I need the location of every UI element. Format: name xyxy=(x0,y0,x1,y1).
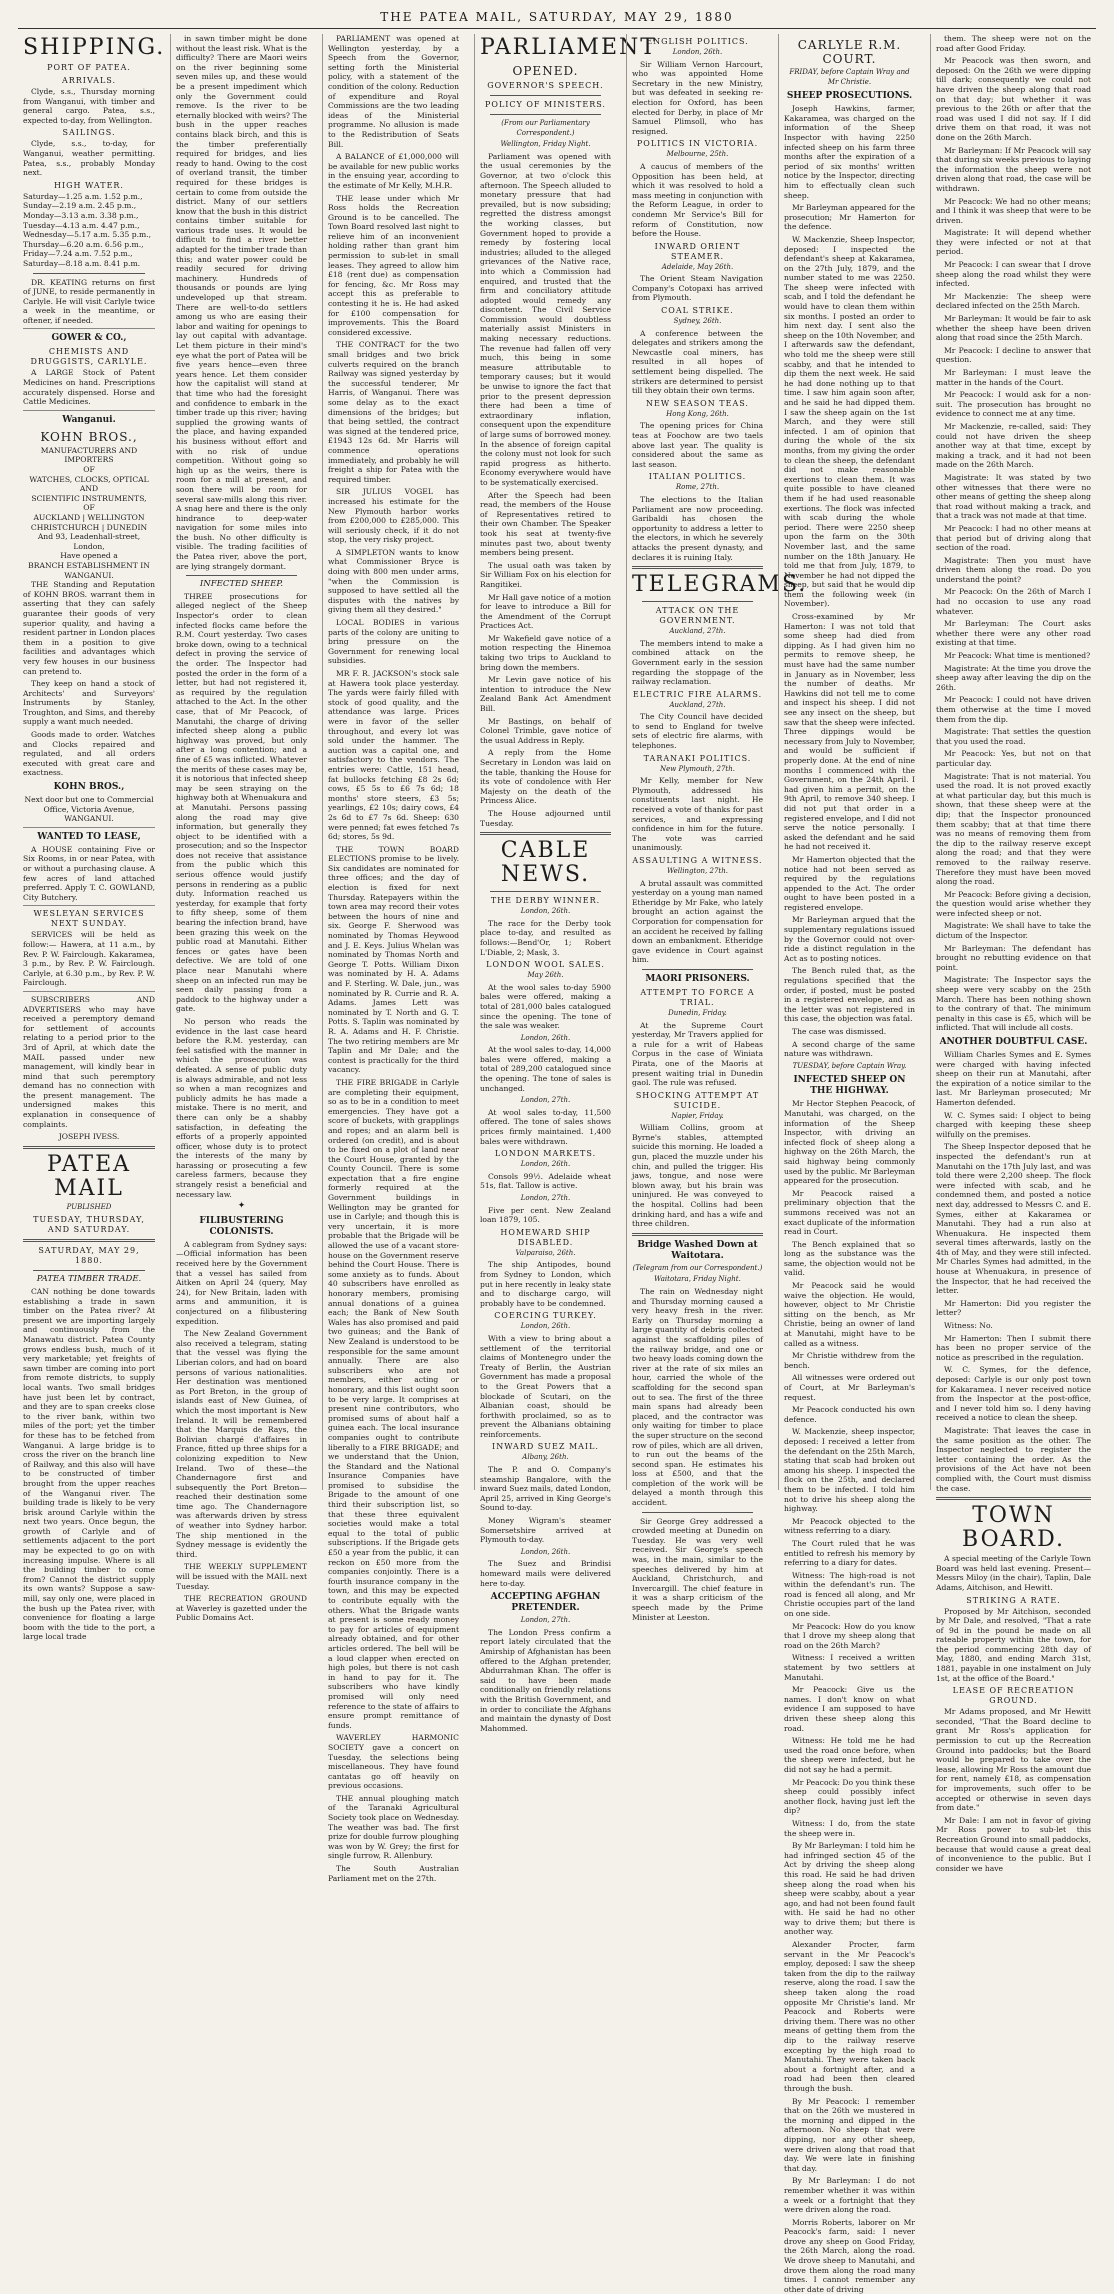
wool-date-3: London, 27th. xyxy=(520,1096,571,1105)
speech-text: A reply from the Home Secretary in London was laid on the table, thanking the House for its vote of condolence with Her Majesty on the death of the Princess Alice. xyxy=(480,748,611,806)
sheep-text: W. Mackenzie, Sheep Inspector, deposed: I inspected the defendant's sheep at Kakaramea, on the 27th July, 1879, and the number stated to me was 2250. The sheep were infected with scab, and I told the defendant he would have to clean them within six months. I posted an order to him next day. I sent also the sheep on the 10th November, and I afterwards saw the defendant, who told me the sheep were still scabby, and that he intended to dip them the next week. He said he had done nothing up to that time. I saw him again soon after, and he said he had dipped them. I saw the sheep again on the 1st March, and they were still infected. I am of opinion that during the whole of the six months, from my giving the order to clean the sheep, the defendant did not make reasonable exertions to clean them. It was quite possible to have cleaned them if he had used reasonable exertions. The flock was infected with scab during the whole period. There were 2250 sheep upon the farm on the 30th November last, and the same number on the 18th January. He told me that from July, 1879, to November he had not dipped the sheep, but said that he would dip them the following week (in November). xyxy=(784,234,915,609)
divider xyxy=(490,891,601,892)
high-water-list xyxy=(23,192,155,269)
keating-ad: DR. KEATING returns on first of JUNE, to reside permanently in Carlyle. He will visit Carlyle twice a week in the meantime, or oftener, if needed. xyxy=(23,278,155,330)
speech-text: Mr Levin gave notice of his intention to introduce the New Zealand Bank Act Amendment Bill. xyxy=(480,675,611,714)
high-water-line: Thursday—6.20 a.m. 6.56 p.m., xyxy=(23,239,144,249)
wesleyan-title: WESLEYAN SERVICES NEXT SUNDAY. xyxy=(33,909,145,929)
highway-text: Mr Peacock raised a preliminary objection that the summons received was not an exact duplicate of the information read in Court. xyxy=(784,1188,915,1237)
speech-text: Mr Bastings, on behalf of Colonel Trimble, gave notice of the usual Address in Reply. xyxy=(480,716,611,745)
sheep-text: Mr Hamerton objected that the notice had not been served as required by the regulations appended to the Act. The order ought to have been posted in a registered envelope. xyxy=(784,854,915,912)
maori-title: MAORI PRISONERS. xyxy=(645,973,750,984)
high-water-line: Saturday—8.18 a.m. 8.41 p.m. xyxy=(23,258,141,268)
wanted-title: WANTED TO LEASE, xyxy=(37,831,141,842)
kohn-line: WATCHES, CLOCKS, OPTICAL xyxy=(29,474,149,484)
italian-date: Rome, 27th. xyxy=(675,483,720,492)
speech-text: Mr Hall gave notice of a motion for leave to introduce a Bill for the Amendment of the Corrupt Practices Act. xyxy=(480,592,611,631)
timber-text-cont: in sawn timber might be done without the least risk. What is the difficulty? There are Maori weirs on the river beginning some seven miles up, and these would be a present impediment which only the Government could remove. Is the river to be eternally blocked with weirs? The bush in the upper reaches contains black birch, and this is the timber preferentially required for bridges, and lies ready to hand. Owing to the cost of overland transit, the timber required for these bridges is certain to come from outside the district. Many of our settlers know that the bush in this district contains timber suitable for various trade uses. It would be difficult to find a river better adapted for the timber trade than this; and water power could be readily secured for driving machinery. Hundreds of thousands or pounds are lying undeveloped up that stream. There are well-to-do settlers among us who are easing their labor and waiting for openings to lay out capital with advantage. Let them picture in their mind's eye what the port of Patea will be five years hence—even three years hence. Let them consider how the capitalist will stand at that time who had the foresight and confidence to embark in the timber trade up this river; having supplied the growing wants of the place, and having expanded his business without effort and with no risk of undue competition. Without going so high up as the weirs, there is room for a mill at present, and soon there will be room for several saw-mills along this river. A snag here and there is the only hindrance to deep-water navigation for some miles into the bush. No other difficulty is visible. The trading facilities of the Patea river, above the port, are lying strangely dormant. xyxy=(176,34,307,571)
timber-text: CAN nothing be done towards establishing a trade in sawn timber on the Patea river? At present we are importing largely and continuously from the Manawatu district. Patea County grows endless bush, much of it very marketable; yet freights of sawn timber are coming into port from remote districts, to supply local wants. Two small bridges have just been let by contract, and they are to span creeks close to the river bank, within two miles of the port; yet the timber for these has to be fetched from Wanganui. A large bridge is to cross the river on the branch line of Railway, and this also will have to be constructed of timber brought from the upper reaches of the Wanganui river. The building trade is likely to be very brisk around Carlyle within the next two years. Once begun, the growth of Carlyle and of settlements adjacent to the port may be expected to go on with increasing impulse. Where is all the building timber to come from? Cannot the district supply its own wants? Suppose a saw-mill, say only one, were placed in the bush up the Patea river, with convenience for floating a large boom with the tide to the port, a large local trade xyxy=(23,1287,155,1642)
italian-title: ITALIAN POLITICS. xyxy=(648,472,747,482)
highway-text: The Court ruled that he was entitled to refresh his memory by referring to a diary for dates. xyxy=(784,1538,915,1568)
court-text: Magistrate: At the time you drove the sheep away after leaving the dip on the 26th. xyxy=(936,663,1091,692)
suicide-text: William Collins, groom at Byrne's stables, attempted suicide this morning. He loaded a gun, placed the muzzle under his chin, and pulled the trigger. His jaws, tongue, and nose were blown away, but his brain was uninjured. He was conveyed to the hospital. Collins had been drinking hard, and has a wife and three children. xyxy=(632,1123,763,1229)
derby-date: London, 26th. xyxy=(520,907,571,916)
suez-title: INWARD SUEZ MAIL. xyxy=(492,1442,599,1452)
gower-text: A LARGE Stock of Patent Medicines on hand. Prescriptions accurately dispensed. Horse and Cattle Medicines. xyxy=(23,368,155,410)
arrivals-title: ARRIVALS. xyxy=(61,76,117,85)
another-text: Magistrate: That leaves the case in the same position as the other. The Inspector neglected to register the letter containing the order. As the provisions of the Act have not been complied with, the Court must dismiss the case. xyxy=(936,1425,1091,1493)
court-text: Mr Peacock: Yes, but not on that particular day. xyxy=(936,749,1091,768)
double-rule xyxy=(23,1146,155,1149)
star-icon: ✦ xyxy=(237,1201,246,1212)
markets-text-2: Five per cent. New Zealand loan 1879, 105. xyxy=(480,1205,611,1225)
infected-text-2: No person who reads the evidence in the last case heard before the R.M. yesterday, can feel satisfied with the manner in which the prosecution was defeated. A sense of public duty is always admirable, and not less so when a man recognizes and publicly admits he has made a mistake. There is no merit, and there can only be a shabby satisfaction, in defeating the efforts of a properly appointed officer, whose duty is to protect the interests of the many by harassing or prosecuting a few careless farmers, because they strangely resist a beneficial and necessary law. xyxy=(176,1016,307,1199)
attack-text: The members intend to make a combined attack on the Government early in the session regarding the stoppage of the railway reclamation. xyxy=(632,638,763,687)
court-text: Mr Barleyman: The defendant has brought no rebutting evidence on that point. xyxy=(936,943,1091,972)
highway-text: Morris Roberts, laborer on Mr Peacock's farm, said: I never drove any sheep on Good Friday, the 26th March, along the road. We drove sheep to Manutahi, and drove them along the road many times. I cannot remember any other date of driving xyxy=(784,2217,915,2294)
wool-title: LONDON WOOL SALES. xyxy=(486,960,605,970)
highway-text: W. Mackenzie, sheep inspector, deposed: I received a letter from the defendant on the 25th March, stating that scab had broken out among his sheep. I inspected the flock on the 25th, and declared them to be infected. I told him not to drive his sheep along the highway. xyxy=(784,1427,915,1514)
fire-text: The City Council have decided to send to England for twelve sets of electric fire alarms, with telephones. xyxy=(632,712,763,751)
court-text: Mr Mackenzie, re-called, said: They could not have driven the sheep another way at that time, except by making a track, and it had not been made on the 26th March. xyxy=(936,421,1091,470)
attack-title: ATTACK ON THE GOVERNMENT. xyxy=(655,606,740,626)
suicide-title: SHOCKING ATTEMPT AT SUICIDE. xyxy=(635,1090,760,1110)
divider xyxy=(33,273,145,274)
highway-text: Mr Peacock conducted his own defence. xyxy=(784,1405,915,1424)
highway-text: Witness: The high-road is not within the defendant's run. The road is fenced all along, and Mr Christie occupies part of the land on one side. xyxy=(784,1570,915,1619)
gower-subtitle: CHEMISTS AND DRUGGISTS, CARLYLE. xyxy=(30,347,148,367)
kohn-text-2: They keep on hand a stock of Architects' and Surveyors' Instruments by Stanley, Troughton, and Sims, and thereby supply a want much needed. xyxy=(23,679,155,727)
another-text: W. C. Symes, for the defence, deposed: Carlyle is our only post town for Kakaramea. I never received notice from the Inspector at the post-office, and I never told him so. I deny having received a notice to clean the sheep. xyxy=(936,1365,1091,1423)
high-water-line: Saturday—1.25 a.m. 1.52 p.m., xyxy=(23,191,143,201)
kohn-2-title: KOHN BROS., xyxy=(53,782,125,793)
speech-text: Mr Wakefield gave notice of a motion respecting the Hinemoa taking two trips to Auckland to bring down the members. xyxy=(480,633,611,672)
highway-text: Witness: He told me he had used the road once before, when the sheep were infected, but he did not say he had a permit. xyxy=(784,1736,915,1774)
court-text: Magistrate: That settles the question that you used the road. xyxy=(936,727,1091,746)
kohn-line: BRANCH ESTABLISHMENT IN xyxy=(28,560,150,570)
subscribers-text: SUBSCRIBERS AND ADVERTISERS who may have received a peremptory demand for settlement of accounts relating to a period prior to the 3rd of April, at which date the MAIL passed under new management, will kindly bear in mind that such peremptory demand has no connection with the present management. The undersigned makes this explanation in consequence of complaints. xyxy=(23,994,155,1129)
sheep-title: SHEEP PROSECUTIONS. xyxy=(786,91,913,102)
court-text: Mr Peacock: I decline to answer that question. xyxy=(936,345,1091,365)
speech-text: After the Speech had been read, the members of the House of Representatives retired to their own Chamber. The Speaker took his seat at twenty-five minutes past two, about twenty members being present. xyxy=(480,490,611,558)
bridge-title: Bridge Washed Down at Waitotara. xyxy=(637,1239,758,1261)
published-label: PUBLISHED xyxy=(66,1202,112,1211)
news-paragraph: LOCAL BODIES in various parts of the colony are uniting to bring pressure on the Government for renewing local subsidies. xyxy=(328,618,459,666)
date-line: SATURDAY, MAY 29, 1880. xyxy=(38,1246,140,1266)
victoria-text: A caucus of members of the Opposition has been held, at which it was resolved to hold a mass meeting in conjunction with the Reform League, in order to condemn Mr Service's Bill for reform of Constitution, now before the House. xyxy=(632,161,763,239)
divider xyxy=(490,95,601,96)
news-paragraph: A BALANCE of £1,000,000 will be available for new public works in the ensuing year, according to the estimate of Mr Kelly, M.H.R. xyxy=(328,152,459,190)
town-text-4: Mr Dale: I am not in favor of giving Mr Ross power to sub-let this Recreation Ground into small paddocks, because that would cause a great deal of inconvenience to the public. But I consider we have xyxy=(936,1815,1091,1873)
kohn-line: WANGANUI. xyxy=(64,570,114,580)
subscribers-sign: JOSEPH IVESS. xyxy=(58,1132,120,1142)
court-title: CARLYLE R.M. COURT. xyxy=(797,38,902,66)
kohn-text-3: Goods made to order. Watches and Clocks repaired and regulated, and all orders executed with great care and exactness. xyxy=(23,730,155,778)
town-text: A special meeting of the Carlyle Town Board was held last evening. Present—Messrs Miloy (in the chair), Taplin, Dale Adams, Aitchison, and Hewitt. xyxy=(936,1554,1091,1592)
another-text: Mr Hamerton: Did you register the letter? xyxy=(936,1298,1091,1318)
english-date: London, 26th. xyxy=(672,48,723,56)
sheep-text: A second charge of the same nature was withdrawn. xyxy=(784,1039,915,1059)
patea-mail-title: PATEA MAIL xyxy=(46,1151,132,1201)
another-text: William Charles Symes and E. Symes were charged with having infected sheep on their run at Manutahi, after the expiration of a notice similar to the last. Mr Barleyman prosecuted; Mr Hamerton defended. xyxy=(936,1050,1091,1107)
markets-title: LONDON MARKETS. xyxy=(494,1149,597,1159)
highway-text: Mr Peacock said he would waive the objection. He would, however, object to Mr Christie sitting on the bench, as Mr Christie, being an owner of land at Manutahi, might have to be called as a witness. xyxy=(784,1281,915,1348)
homeward-text: The ship Antipodes, bound from Sydney to London, which put in here recently in leaky state and to discharge cargo, will probably have to be condemned. xyxy=(480,1260,611,1308)
timber-title: PATEA TIMBER TRADE. xyxy=(36,1274,142,1285)
shipping-title: SHIPPING. xyxy=(23,35,166,60)
highway-text: Alexander Procter, farm servant in the Mr Peacock's employ, deposed: I saw the sheep taken from the dip to the railway reserve, along the road. I saw the sheep taken along the road opposite Mr Christie's land. Mr Peacock and Roberts were driving them. There was no other means of getting them from the dip to the railway reserve excepting by the high road to Manutahi. They were taken back about a fortnight after, and a road had been then cleared through the bush. xyxy=(784,1940,915,2093)
court-text: Magistrate: It was stated by two other witnesses that there were no other means of getting the sheep along that road without making a track, and that a track was not made at that time. xyxy=(936,472,1091,521)
double-rule xyxy=(632,566,763,569)
wool-date-2: London, 26th. xyxy=(520,1033,571,1042)
double-rule xyxy=(936,1497,1091,1500)
recreation-text: THE RECREATION GROUND at Waverley is gazetted under the Public Domains Act. xyxy=(176,1594,307,1623)
kohn-lines xyxy=(23,446,155,580)
markets-text: Consols 99½. Adelaide wheat 51s, flat. Tallow is active. xyxy=(480,1171,611,1191)
homeward-date: Valparaiso, 26th. xyxy=(515,1248,576,1257)
column-6 xyxy=(778,34,920,2294)
highway-text: Mr Peacock objected to the witness referring to a diary. xyxy=(784,1516,915,1536)
maori-text: At the Supreme Court yesterday, Mr Travers applied for a rule for a writ of Habeas Corpus in the case of Winiata Pirata, one of the Maoris at present waiting trial in Dunedin gaol. The rule was refused. xyxy=(632,1020,763,1088)
wool-text-3: At wool sales to-day, 11,500 offered. The tone of sales shows prices firmly maintained. 1,400 bales were withdrawn. xyxy=(480,1107,611,1146)
court-text: Mr Barleyman: I must leave the matter in the hands of the Court. xyxy=(936,368,1091,387)
lease-title: LEASE OF RECREATION GROUND. xyxy=(952,1686,1075,1706)
high-water-line: Sunday—2.19 a.m. 2.45 p.m., xyxy=(23,201,137,211)
coal-text: A conference between the delegates and strikers among the Newcastle coal miners, has resulted in all hopes of settlement being dispelled. The strikers are determined to persist till they obtain their own terms. xyxy=(632,328,763,396)
teas-date: Hong Kong, 26th. xyxy=(666,409,729,418)
court-text: Mr Peacock: On the 26th of March I had no occasion to use any road whatever. xyxy=(936,587,1091,616)
assault-title: ASSAULTING A WITNESS. xyxy=(632,856,763,865)
divider xyxy=(33,1270,145,1271)
court-text: Mr Peacock was then sworn, and deposed: On the 26th we were dipping till dark; consequently we could not have driven the sheep along that road on that day; but whether it was previous to the 26th or after that the road was used I did not say. If I did drive them on that road, it was not done on the 26th March. xyxy=(936,56,1091,142)
another-title: ANOTHER DOUBTFUL CASE. xyxy=(939,1037,1088,1047)
divider xyxy=(490,114,601,115)
high-water-line: Monday—3.13 a.m. 3.38 p.m., xyxy=(23,210,139,220)
town-title: TOWN BOARD. xyxy=(962,1503,1065,1553)
maori-date: Dunedin, Friday. xyxy=(668,1008,727,1017)
wool-date: May 26th. xyxy=(527,971,564,980)
another-text: Witness: No. xyxy=(944,1321,993,1331)
sheep-text: Cross-examined by Mr Hamerton: I was not told that some sheep had died from dipping. As I had given him no permits to remove sheep, he must have had the same number in January as in November, less the number of deaths. Mr Hawkins did not tell me to come and inspect his sheep. I did not see any insect on the sheep, but saw that the sheep were infected. Three dippings would be necessary from July to November, and would be sufficient if properly done. At the end of nine months I commenced with the Government, on the 24th April. I had given him a permit, on the 9th April, to remove 340 sheep. I did not put that order in a registered envelope, and I did not serve the notice personally. I asked the defendant and he said he had not received it. xyxy=(784,612,915,852)
victoria-date: Melbourne, 25th. xyxy=(666,150,729,159)
high-water-line: Tuesday—4.13 a.m. 4.47 p.m., xyxy=(23,220,140,230)
kohn-line: Have opened a xyxy=(60,551,118,561)
divider xyxy=(642,601,753,602)
kohn-line: AND xyxy=(79,484,99,494)
bridge-text: The rain on Wednesday night and Thursday morning caused a very heavy fresh in the river. Early on Thursday morning a large quantity of debris collected against the scaffolding piles of the railway bridge, and one or two heavy loads coming down the river at the rate of six miles an hour, carried the whole of the scaffolding for the second span out to sea. The first of the three main spans had already been placed, and the contractor was only waiting for timber to place the super structure on the second row of piles, which are all driven, to run out the beams of the second span. He estimates his loss at £500, and that the completion of the work will be delayed a month through this accident. xyxy=(632,1287,763,1508)
news-paragraph: The South Australian Parliament met on the 27th. xyxy=(328,1864,459,1883)
news-paragraph: THE FIRE BRIGADE in Carlyle are completing their equipment, so as to be in a condition to meet emergencies. They have got a score of buckets, with grapplings and ropes; and an alarm bell is ordered (on credit), and is about to be fixed on a plot of land near the Court House, granted by the County Council. There is some expectation that a fire engine formerly required at the Government buildings in Wellington may be granted for use in Carlyle; and though this is very uncertain, it is more probable that the Brigade will be allowed the use of a vacant store-house on the Government reserve behind the Court House. There is some anxiety as to funds. About 40 subscribers have enrolled as honorary members, promising annual donations of a guinea each; the Bank of New South Wales has also promised and paid two guineas; and the Bank of New Zealand is understood to be responsible for the same amount annually. There are also subscribers who are not members, either acting or honorary, and this list ought soon to be very large. It comprises at present nine contributors, who promised sums of about half a guinea each. The local insurance companies ought to contribute liberally to a FIRE BRIGADE; and we understand that the Union, the Standard and the National Insurance Companies have promised to subsidise the Brigade to the amount of one third their subscription list, so that these three equivalent societies would make a total equal to the total of public subscriptions. If the Brigade gets £50 a year from the public, it can reckon on £50 more from the companies conjointly. There is a fourth insurance company in the town, and this may be expected to contribute equally with the others. What the Brigade wants at present is some ready money to pay for articles of equipment already obtained, and for other articles ordered. The bell will be a loud clapper when erected on high poles, but there is not cash in hand to pay for it. The subscribers who have kindly promised will only need reference to the state of affairs to ensure prompt remittance of funds. xyxy=(328,1077,459,1730)
turkey-text: With a view to bring about a settlement of the territorial claims of Montenegro under the Treaty of Berlin, the Austrian Government has made a proposal to the Great Powers that a blockade of Scutari, on the Albanian coast, should be forthwith proclaimed, so as to prevent the Albanians obtaining reinforcements. xyxy=(480,1333,611,1439)
grey-text: Sir George Grey addressed a crowded meeting at Dunedin on Tuesday. He was very well received. Sir George's speech was, in the main, similar to the speeches delivered by him at Auckland, Christchurch, and Invercargill. The chief feature in it was a sharp criticism of the speech made by the Prime Minister at Leeston. xyxy=(632,1516,763,1622)
suez-date-2: London, 26th. xyxy=(520,1547,571,1556)
court-text: Magistrate: It will depend whether they were infected or not at that period. xyxy=(936,228,1091,257)
court-text: Mr Peacock: I can swear that I drove sheep along the road whilst they were infected. xyxy=(936,260,1091,289)
assault-date: Wellington, 27th. xyxy=(667,867,728,875)
victoria-title: POLITICS IN VICTORIA. xyxy=(636,139,759,149)
wesleyan-text: SERVICES will be held as follow:— Hawera, at 11 a.m., by Rev. P. W. Fairclough. Kakaramea, 3 p.m., by Rev. P. W. Fairclough. Carlyle, at 6.30 p.m., by Rev. P. W. Fairclough. xyxy=(23,930,155,992)
orient-date: Adelaide, May 26th. xyxy=(661,262,734,271)
court-text: Magistrate: The Inspector says the sheep were very scabby on the 25th March. There has been nothing shown to the contrary of that. The minimum penalty in this case is £5, which will be inflicted. That will include all costs. xyxy=(936,975,1091,1033)
highway-text: Witness: I received a written statement by two settlers at Manutahi. xyxy=(784,1653,915,1682)
port-title: PORT OF PATEA. xyxy=(47,63,131,72)
court-text: Magistrate: Then you must have driven them along the road. Do you understand the point? xyxy=(936,555,1091,584)
gower-title: GOWER & CO., xyxy=(51,333,127,344)
court-text: Magistrate: We shall have to take the dictum of the Inspector. xyxy=(936,921,1091,941)
policy-title: POLICY OF MINISTERS. xyxy=(485,100,606,109)
court-text: Mr Barleyman: It would be fair to ask whether the sheep have been driven along that road since the 25th March. xyxy=(936,314,1091,343)
news-paragraph: THE TOWN BOARD ELECTIONS promise to be lively. Six candidates are nominated for three offices; and the day of election is fixed for next Thursday. Ratepayers within the town area may record their votes between the hours of nine and six. George F. Sherwood was nominated by Thomas Heywood and J. E. Keys. Julius Whelan was nominated by Thomas North and George T. Potts. William Dixon was nominated by H. A. Adams and F. Sterling. W. Dale, jun., was nominated by R. Currie and R. A. Adams. James Lett was nominated by T. North and G. T. Potts. S. Taplin was nominated by R. A. Adams and H. F. Christie. The two retiring members are Mr Taplin and Mr Dale; and the contest is practically for the third vacancy. xyxy=(328,844,459,1075)
kohn-line: CHRISTCHURCH | DUNEDIN xyxy=(30,522,148,532)
filibuster-text-2: The New Zealand Government also received a telegram, stating that the vessel was flying the Liberian colors, and had on board persons of various nationalities. Her destination was mentioned as Port Breton, in the group of islands east of New Guinea, of which the most important is New Ireland. It will be remembered that the Marquis de Rays, the Bolivian chargé d'affaires in France, fitted up three ships for a colonizing expedition to New Ireland. Two of these—the Chandernagore first and subsequently the Port Breton—reached their destination some time ago. The Chandernagore was afterwards driven by stress of weather into Sydney harbor. The ship mentioned in the Sydney message is evidently the third. xyxy=(176,1329,307,1559)
wanted-text: A HOUSE containing Five or Six Rooms, in or near Patea, with or without a purchasing clause. A few acres of land attached preferred. Apply T. C. GOWLAND, City Butchery. xyxy=(23,845,155,907)
highway-text: By Mr Barleyman: I do not remember whether it was within a week or a fortnight that they were driven along the road. xyxy=(784,2176,915,2215)
highway-text: By Mr Barleyman: I told him he had infringed section 45 of the Act by driving the sheep along this road. He said he had driven sheep along the road when his sheep were scabby, about a year ago, and had not been found fault with. He said he had no other way to drive them; but there is another way. xyxy=(784,1841,915,1937)
correspondent-note: (From our Parliamentary Correspondent.) xyxy=(501,119,590,137)
telegrams-title: TELEGRAMS. xyxy=(632,572,808,598)
derby-title: THE DERBY WINNER. xyxy=(490,896,601,906)
sheep-text: Mr Barleyman argued that the supplementary regulations issued by the Governor could not over-ride a distinct regulation in the Act as to posting notices. xyxy=(784,915,915,963)
highway-text: Mr Peacock: How do you know that I drove my sheep along that road on the 26th March? xyxy=(784,1621,915,1650)
high-water-title: HIGH WATER. xyxy=(54,180,124,190)
filibuster-title: FILIBUSTERING COLONISTS. xyxy=(199,1215,284,1237)
kohn-line: SCIENTIFIC INSTRUMENTS, xyxy=(31,493,147,503)
turkey-title: COERCING TURKEY. xyxy=(494,1311,597,1321)
afghan-date: London, 27th. xyxy=(520,1616,571,1625)
highway-text: Mr Peacock: Give us the names. I don't know on what evidence I am supposed to have driven these sheep along this road. xyxy=(784,1685,915,1733)
wool-text: At the wool sales to-day 5900 bales were offered, making a total of 281,000 bales catalogued since the opening. The tone of the sale was weaker. xyxy=(480,982,611,1031)
masthead-rule xyxy=(18,28,1096,29)
speech-text: Parliament was opened with the usual ceremonies by the Governor, at two o'clock this afternoon. The Speech alluded to monetary pressure that had prevailed, but is now subsiding; regretted the distress amongst the working classes, but Government hoped to provide a remedy by fostering local industries; alluded to the alleged grievances of the Native race, into which a Commission had enquired, and trusted that the firm and conciliatory attitude adopted would remedy any discontent. The Civil Service Commission would doubtless materially assist Ministers in making necessary reductions. The revenue had fallen off very much, this being in some measure attributable to temporary causes; but it would be unwise to ignore the fact that prior to the present depression there had been a time of extraordinary inflation, consequent upon the expenditure of large sums of borrowed money. In the absence of foreign capital the colony must not look for such rapid progress as hitherto. Economy everywhere would have to be systematically exercised. xyxy=(480,151,611,487)
infected-title: INFECTED SHEEP. xyxy=(199,579,284,590)
teas-text: The opening prices for China teas at Foochow are two taels above last year. The quality is considered about the same as last season. xyxy=(632,421,763,469)
infected-text: THREE prosecutions for alleged neglect of the Sheep Inspector's order to clean infected flocks came before the R.M. Court yesterday. Two cases broke down, owing to a technical defect in proving the service of the order. The Inspector had posted the order in the form of a letter, but had not registered it, as required by the regulation attached to the Act. In the other case, that of Mr Peacock, of Manutahi, the charge of driving infected sheep along a public highway was proved, but only after a long contention; and a fine of £5 was inflicted. Whatever the merits of these cases may be, it is notorious that infected sheep may be seen straying on the highway both at Whenuakura and at Manutahi. Persons passing along the road may give information, but generally they object to be identified with a prosecution; and so the Inspector does not receive that assistance from the public which this serious offence would justify persons in rendering as a public duty. Information reached us yesterday, for example that forty to fifty sheep, some of them bearing the infection brand, have been grazing this week on the public road at Manutahi. Either fences or gates have been defective. We are told of one place near Manutahi where sheep on an infected run may be seen daily passing from a paddock to the highway under a gate. xyxy=(176,591,307,1014)
english-text: Sir William Vernon Harcourt, who was appointed Home Secretary in the new Ministry, but was defeated in seeking re-election for Oxford, has been elected for Derby, in place of Mr Samuel Plimsoll, who has resigned. xyxy=(632,59,763,136)
news-paragraph: THE annual ploughing match of the Taranaki Agricultural Society took place on Wednesday. The weather was bad. The first prize for double furrow ploughing was won by W. Grey; the first for single furrow, R. Allenbury. xyxy=(328,1793,459,1861)
striking-title: STRIKING A RATE. xyxy=(966,1595,1061,1605)
news-paragraph: WAVERLEY HARMONIC SOCIETY gave a concert on Tuesday, the selections being miscellaneous. They have found cantatas go off heavily on previous occasions. xyxy=(328,1733,459,1791)
speech-text: The usual oath was taken by Sir William Fox on his election for Rangitikei. xyxy=(480,560,611,589)
news-paragraph: THE CONTRACT for the two small bridges and two brick culverts required on the branch Railway was signed yesterday by the successful tenderer, Mr Harris, of Wanganui. There was some delay as to the exact dimensions of the bridges; but that being settled, the contract was signed at the tendered price, £1943 12s 6d. Mr Harris will commence operations immediately, and probably he will freight a ship for Patea with the required timber. xyxy=(328,340,459,484)
suez-text-2: Money Wigram's steamer Somersetshire arrived at Plymouth to-day. xyxy=(480,1516,611,1545)
sheep-text: The Bench ruled that, as the regulations specified that the order, if posted, must be posted in a registered envelope, and as the letter was not registered in this case, the objection was fatal. xyxy=(784,966,915,1024)
page-masthead: THE PATEA MAIL, SATURDAY, MAY 29, 1880 xyxy=(380,10,734,24)
news-paragraph: SIR JULIUS VOGEL has increased his estimate for the New Plymouth harbor works from £200,000 to £285,000. This will seriously check, if it do not stop, the very risky project. xyxy=(328,487,459,545)
news-paragraph: A SIMPLETON wants to know what Commissioner Bryce is doing with 800 men under arms, "when the Commission is supposed to have settled all the disputes with the natives by giving them all they desired." xyxy=(328,547,459,615)
highway-text: Witness: I do, from the state the sheep were in. xyxy=(784,1818,915,1838)
derby-text: The race for the Derby took place to-day, and resulted as follows:—Bend'Or, 1; Robert L'Diable, 2; Mask, 3. xyxy=(480,918,611,957)
wanganui-label: Wanganui. xyxy=(62,414,116,425)
highway-text: Mr Peacock: Do you think these sheep could possibly infect another flock, having just left the dip? xyxy=(784,1777,915,1816)
wool-text-2: At the wool sales to-day, 14,000 bales were offered, making a total of 289,200 catalogued since the opening. The tone of sales is unchanged. xyxy=(480,1045,611,1093)
arrivals-text: Clyde, s.s., Thursday morning from Wanganui, with timber and general cargo. Patea, s.s., expected to-day, from Wellington. xyxy=(23,87,155,125)
court-text: Mr Mackenzie: The sheep were declared infected on the 25th March. xyxy=(936,291,1091,311)
speech-text: The House adjourned until Tuesday. xyxy=(480,808,611,828)
court-text: Mr Barleyman: The Court asks whether there were any other road existing at that time. xyxy=(936,619,1091,648)
published-days: TUESDAY, THURSDAY, AND SATURDAY. xyxy=(33,1215,145,1235)
coal-date: Sydney, 26th. xyxy=(673,317,722,326)
coal-title: COAL STRIKE. xyxy=(661,306,734,316)
italian-text: The elections to the Italian Parliament are now proceeding. Garibaldi has chosen the opportunity to address a letter to the electors, in which he severely attacks the present dynasty, and declares it is ruining Italy. xyxy=(632,494,763,562)
kohn-line: OF xyxy=(83,503,95,513)
weekly-text: THE WEEKLY SUPPLEMENT will be issued with the MAIL next Tuesday. xyxy=(176,1562,307,1591)
orient-title: INWARD ORIENT STEAMER. xyxy=(654,241,741,261)
suez-date: Albany, 26th. xyxy=(522,1453,569,1462)
kohn-2-text: Next door but one to Commercial Office, Victoria Avenue, WANGANUI. xyxy=(23,795,155,828)
kohn-text: THE Standing and Reputation of KOHN BROS. warrant them in asserting that they can safely guarantee their goods of very superior quality, and having a resident partner in London places them in a position to give facilities and advantages which very few houses in our business can pretend to. xyxy=(23,580,155,676)
double-rule xyxy=(632,1233,763,1236)
highway-text: All witnesses were ordered out of Court, at Mr Barleyman's request. xyxy=(784,1373,915,1402)
town-text-3: Mr Adams proposed, and Mr Hewitt seconded, "That the Board decline to grant Mr Ross's application for permission to cut up the Recreation Ground into paddocks; but the Board would be prepared to take over the lease, allowing Mr Ross the amount due for rent, namely £18, as compensation for improvements, such offer to be accepted or otherwise in seven days from date." xyxy=(936,1707,1091,1813)
maori-subtitle: ATTEMPT TO FORCE A TRIAL. xyxy=(640,987,755,1007)
divider xyxy=(642,969,753,970)
court-text: Mr Peacock: Before giving a decision, the question would arise whether they were infected sheep or not. xyxy=(936,889,1091,918)
column-2 xyxy=(170,34,312,1623)
assault-text: A brutal assault was committed yesterday on a young man named Etheridge by Mr Fake, who lately brought an action against the Corporation for compensation for an accident he received by falling down an embankment. Etheridge gave evidence in Court against him. xyxy=(632,878,763,965)
court-text: Mr Barleyman: If Mr Peacock will say that during six weeks previous to laying the information the sheep were not driven along that road, the case will be withdrawn. xyxy=(936,145,1091,193)
town-text-2: Proposed by Mr Aitchison, seconded by Mr Dale, and resolved, "That a rate of 9d in the pound be made on all rateable property within the town, for the period commencing 28th day of May, 1880, and ending March 31st, 1881, payable in one instalment on July 1st, at the office of the Board." xyxy=(936,1606,1091,1683)
highway-text: Mr Christie withdrew from the bench. xyxy=(784,1351,915,1370)
highway-text: The Bench explained that so long as the substance was the same, the objection would not be valid. xyxy=(784,1239,915,1278)
suez-text-3: The Suez and Brindisi homeward mails were delivered here to-day. xyxy=(480,1559,611,1588)
news-paragraph: PARLIAMENT was opened at Wellington yesterday, by a Speech from the Governor, setting forth the Ministerial policy, with a statement of the condition of the colony. Reduction of expenditure and Royal Commissions are the two leading ideas of the Ministerial programme. No allusion is made to the Redistribution of Seats Bill. xyxy=(328,34,459,149)
bridge-date: Waitotara, Friday Night. xyxy=(654,1275,741,1284)
fire-date: Auckland, 27th. xyxy=(669,700,726,709)
orient-text: The Orient Steam Navigation Company's Cotopaxi has arrived from Plymouth. xyxy=(632,274,763,303)
teas-title: NEW SEASON TEAS. xyxy=(646,398,749,408)
kohn-line: AUCKLAND | WELLINGTON xyxy=(33,513,145,522)
high-water-line: Wednesday—5.17 a.m. 5.35 p.m., xyxy=(23,230,152,240)
dateline: Wellington, Friday Night. xyxy=(500,140,591,149)
speech-title: GOVERNOR'S SPEECH. xyxy=(487,81,604,90)
court-text: Mr Peacock: I would ask for a non-suit. The prosecution has brought no evidence to connect me at any time. xyxy=(936,390,1091,419)
court-text: Mr Peacock: What time is mentioned? xyxy=(944,651,1091,661)
attack-date: Auckland, 27th. xyxy=(669,627,726,636)
markets-date-2: London, 27th. xyxy=(520,1194,571,1202)
kohn-line: MANUFACTURERS AND IMPORTERS xyxy=(40,445,138,465)
highway-title: INFECTED SHEEP ON THE HIGHWAY. xyxy=(793,1075,906,1097)
sailings-text: Clyde, s.s., to-day, for Wanganui, weather permitting. Patea, s.s., probably Monday next. xyxy=(23,139,155,178)
kohn-line: OF xyxy=(83,465,95,475)
column-3 xyxy=(322,34,464,1883)
highway-text: By Mr Peacock: I remember that on the 26th we mustered in the morning and dipped in the afternoon. No sheep that were dipping, nor any other sheep, were driven along that road that day. We were late in finishing that day. xyxy=(784,2096,915,2173)
column-4 xyxy=(474,34,657,1733)
kohn-title: KOHN BROS., xyxy=(40,429,138,444)
sailings-title: SAILINGS. xyxy=(62,128,116,138)
divider xyxy=(186,575,297,576)
afghan-title: ACCEPTING AFGHAN PRETENDER. xyxy=(490,1592,601,1614)
sheep-text: Joseph Hawkins, farmer, Kakaramea, was charged on the information of the Sheep Inspector with having 2250 infected sheep on his farm three months after the expiration of a period of six months' written notice by the Inspector, directing him to effectually clean such sheep. xyxy=(784,104,915,200)
opened-title: OPENED. xyxy=(512,64,579,78)
double-rule xyxy=(23,1239,155,1242)
another-text: Mr Hamerton: Then I submit there has been no proper service of the notice as prescribed in the regulation. xyxy=(936,1333,1091,1362)
english-title: ENGLISH POLITICS. xyxy=(646,37,749,46)
column-1 xyxy=(18,34,166,1642)
high-water-line: Friday—7.24 a.m. 7.52 p.m., xyxy=(23,249,133,259)
suez-text: The P. and O. Company's steamship Bangalore, with the inward Suez mails, dated London, April 25, arrived in King George's Sound to-day. xyxy=(480,1465,612,1513)
taranaki-text: Mr Kelly, member for New Plymouth, addressed his constituents last night. He received a vote of thanks for past services, and expressing confidence in him for the future. The vote was carried unanimously. xyxy=(632,776,763,853)
markets-date: London, 26th. xyxy=(520,1160,571,1169)
court-text: Mr Peacock: We had no other means; and I think it was sheep that were to be driven. xyxy=(936,196,1091,225)
filibuster-text: A cablegram from Sydney says:—Official information has been received here by the Government that a vessel has sailed from Aitken on April 24 (query, May 24), for New Britain, laden with arms and ammunition, it is conjectured on a filibustering expedition. xyxy=(176,1239,307,1326)
news-paragraph: THE lease under which Mr Ross holds the Recreation Ground is to be cancelled. The Town Board resolved last night to relieve him of an inconvenient holding rather than grant him permission to sub-let in small leases. They agreed to allow him £18 (rent due) as compensation for fencing, &c. Mr Ross may accept this as preferable to contesting it he is. He had asked for £100 compensation for improvements. This the Board considered excessive. xyxy=(328,193,459,337)
cable-title: CABLE NEWS. xyxy=(500,838,591,888)
fire-title: ELECTRIC FIRE ALARMS. xyxy=(632,689,763,699)
homeward-title: HOMEWARD SHIP DISABLED. xyxy=(500,1227,591,1247)
bridge-subtitle: (Telegram from our Correspondent.) xyxy=(632,1263,763,1272)
court-text: Magistrate: That is not material. You used the road. It is not proved exactly at what particular day, but this much is shown, that these sheep were at the dip; that the Inspector pronounced them scabby; that at that time there was no means of removing them from the dip to the railway reserve except along the road; and that they were removed to the railway reserve. Therefore they must have been moved along the road. xyxy=(936,771,1091,887)
court-subtitle: FRIDAY, before Captain Wray and Mr Christie. xyxy=(789,68,910,86)
another-text: W. C. Symes said: I object to being charged with keeping these sheep wilfully on the premises. xyxy=(936,1110,1091,1139)
afghan-text: The London Press confirm a report lately circulated that the Amirship of Afghanistan has been offered to the Afghan pretender, Abdurrahman Khan. The offer is said to have been made conditionally on friendly relations with the British Government, and in order to conciliate the Afghans and maintain the dynasty of Dost Mahommed. xyxy=(480,1627,611,1733)
sheep-text: The case was dismissed. xyxy=(792,1027,887,1036)
court-text: Mr Peacock: I had no other means at that period but of driving along that section of the road. xyxy=(936,523,1091,553)
turkey-date: London, 26th. xyxy=(520,1322,571,1331)
taranaki-date: New Plymouth, 27th. xyxy=(660,764,735,773)
kohn-line: And 93, Leadenhall-street, London, xyxy=(37,532,141,551)
column-7 xyxy=(930,34,1096,1873)
suicide-date: Napier, Friday. xyxy=(671,1111,724,1120)
divider xyxy=(642,1512,753,1513)
court-text: Mr Peacock: I could not have driven them otherwise at the time I moved them from the dip. xyxy=(936,695,1091,724)
highway-text: Mr Hector Stephen Peacock, of Manutahi, was charged, on the information of the Sheep Inspector, with driving an infected flock of sheep along a highway on the 26th March, the said highway being commonly used by the public. Mr Barleyman appeared for the prosecution. xyxy=(784,1099,915,1186)
news-paragraph: MR F. R. JACKSON's stock sale at Hawera took place yesterday. The yards were fairly filled with stock of good quality, and the attendance was large. Prices were in favor of the seller throughout, and every lot was sold under the hammer. The auction was a capital one, and satisfactory to the vendors. The entries were: Cattle, 151 head, fat bullocks fetching £8 2s 6d; cows, £5 5s to £6 7s 6d; 18 months' store steers, £3 5s; yearlings, £2 10s; dairy cows, £4 2s 6d to £7 7s 6d. Sheep: 630 were penned; fat ewes fetched 7s 6d; stores, 5s 9d. xyxy=(328,669,459,842)
double-rule xyxy=(480,832,611,835)
parliament-title: PARLIAMENT xyxy=(480,35,657,60)
sheep-text: Mr Barleyman appeared for the prosecution; Mr Hamerton for the defence. xyxy=(784,203,915,232)
court-text: them. The sheep were not on the road after Good Friday. xyxy=(936,34,1091,53)
column-5 xyxy=(626,34,808,1622)
another-text: The Sheep Inspector deposed that he inspected the defendant's run at Manutahi on the 17th July last, and was told there were 2,200 sheep. The flock were infected with scab, and he condemned them, and posted a notice next day, addressed to Messrs C. and E. Symes, either at Kakaramea or Manutahi. They had a run also at Whenuakura. He inspected them several times afterwards, lastly on the 4th of May, and they were still infected. Mr Charles Symes had admitted, in the house at Whenuakura, in presence of the Inspector, that he had received the letter. xyxy=(936,1142,1091,1296)
tuesday-subtitle: TUESDAY, before Captain Wray. xyxy=(792,1061,907,1070)
taranaki-title: TARANAKI POLITICS. xyxy=(643,753,752,763)
